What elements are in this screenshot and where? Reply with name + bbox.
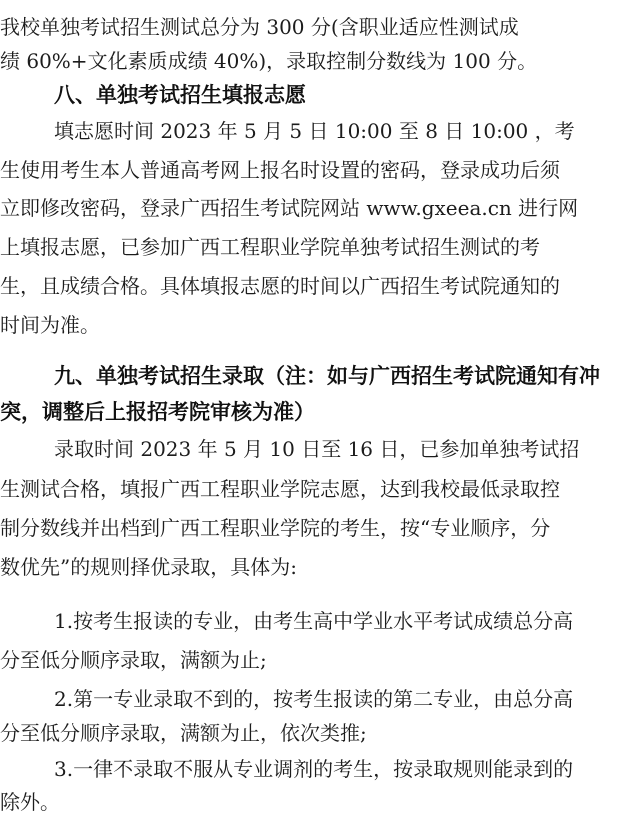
list-item-2-cont: 分至低分顺序录取，满额为止，依次类推; [0,721,367,745]
paragraph-line: 绩 60%+文化素质成绩 40%)，录取控制分数线为 100 分。 [0,49,538,73]
section-heading-9-cont: 突，调整后上报招考院审核为准） [0,400,315,424]
paragraph-line: 生使用考生本人普通高考网上报名时设置的密码，登录成功后须 [0,158,560,182]
section-heading-9: 九、单独考试招生录取（注：如与广西招生考试院通知有冲 [54,364,600,388]
list-item-3-cont: 除外。 [0,790,60,814]
paragraph-line: 数优先”的规则择优录取，具体为: [0,555,297,579]
section-heading-8: 八、单独考试招生填报志愿 [54,83,306,107]
paragraph-line: 我校单独考试招生测试总分为 300 分(含职业适应性测试成 [0,15,519,39]
list-item-2: 2.第一专业录取不到的，按考生报读的第二专业，由总分高 [54,687,574,711]
paragraph-line: 填志愿时间 2023 年 5 月 5 日 10:00 至 8 日 10:00 ，考 [54,119,575,143]
list-item-1: 1.按考生报读的专业，由考生高中学业水平考试成绩总分高 [54,609,574,633]
paragraph-line: 时间为准。 [0,313,100,337]
paragraph-line: 生测试合格，填报广西工程职业学院志愿，达到我校最低录取控 [0,477,560,501]
paragraph-line: 立即修改密码，登录广西招生考试院网站 www.gxeea.cn 进行网 [0,196,579,220]
paragraph-line: 录取时间 2023 年 5 月 10 日至 16 日，已参加单独考试招 [54,437,580,461]
paragraph-line: 生，且成绩合格。具体填报志愿的时间以广西招生考试院通知的 [0,274,560,298]
paragraph-line: 制分数线并出档到广西工程职业学院的考生，按“专业顺序，分 [0,516,551,540]
list-item-3: 3.一律不录取不服从专业调剂的考生，按录取规则能录到的 [54,757,574,781]
paragraph-line: 上填报志愿，已参加广西工程职业学院单独考试招生测试的考 [0,235,540,259]
list-item-1-cont: 分至低分顺序录取，满额为止; [0,648,267,672]
